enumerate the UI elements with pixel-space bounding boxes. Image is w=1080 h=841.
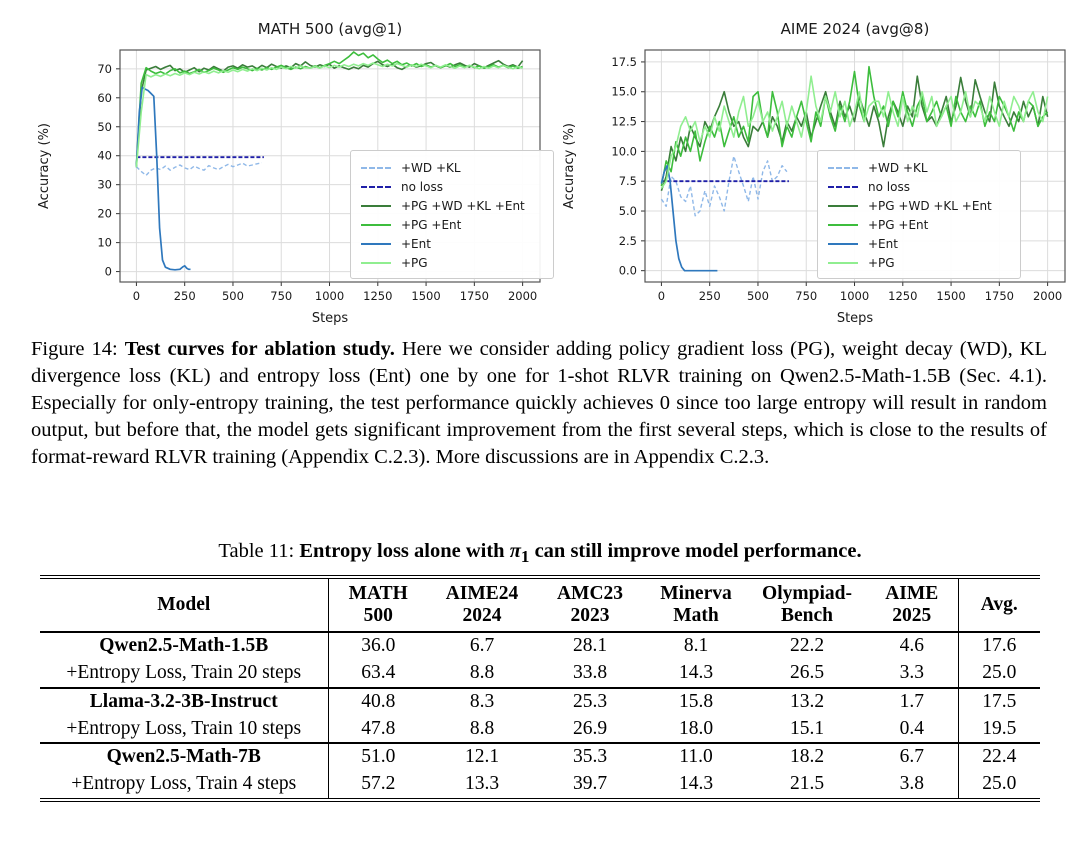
- svg-text:15.0: 15.0: [611, 84, 637, 99]
- column-header: Minerva Math: [660, 583, 732, 626]
- column-header: AIME24 2024: [445, 583, 519, 626]
- figure-14-charts: [30, 8, 1080, 332]
- svg-text:17.5: 17.5: [611, 54, 637, 69]
- svg-text:1250: 1250: [888, 289, 918, 303]
- table-title-prefix: Table 11:: [218, 540, 300, 562]
- svg-text:1750: 1750: [459, 289, 489, 303]
- value-cell: 21.5: [789, 773, 825, 795]
- svg-text:40: 40: [97, 148, 112, 163]
- value-cell: 51.0: [361, 746, 396, 768]
- table-title: [0, 540, 1080, 567]
- svg-text:500: 500: [221, 289, 244, 303]
- value-cell: 6.7: [469, 634, 495, 656]
- svg-text:5.0: 5.0: [618, 204, 637, 219]
- svg-text:750: 750: [270, 289, 293, 303]
- model-cell: Qwen2.5-Math-7B: [40, 743, 328, 771]
- x-axis-label: Steps: [836, 311, 874, 326]
- figure-caption-label: Figure 14:: [31, 338, 118, 360]
- legend-label: +Ent: [868, 236, 898, 251]
- legend-label: +PG +Ent: [868, 217, 929, 232]
- model-cell: +Entropy Loss, Train 10 steps: [40, 716, 328, 744]
- model-cell: Qwen2.5-Math-1.5B: [40, 632, 328, 660]
- value-cell: 47.8: [361, 717, 396, 739]
- chart-aime2024: [555, 8, 1080, 332]
- value-cell: 3.3: [899, 661, 924, 683]
- figure-caption: [31, 336, 1047, 471]
- value-cell: 18.2: [789, 746, 825, 768]
- svg-text:7.5: 7.5: [618, 174, 637, 189]
- legend-item: [828, 253, 1010, 272]
- legend-item: [828, 196, 1010, 215]
- table-title-bold: Entropy loss alone with $\pi_1$ can still improve model performance.: [299, 540, 862, 567]
- legend-item: [361, 177, 543, 196]
- value-cell: 4.6: [899, 634, 924, 656]
- chart-math500: [30, 8, 555, 332]
- model-cell: +Entropy Loss, Train 4 steps: [40, 771, 328, 800]
- legend-label: no loss: [868, 179, 910, 194]
- value-cell: 22.4: [958, 743, 1040, 771]
- value-cell: 18.0: [678, 717, 714, 739]
- table-header: [40, 577, 1040, 632]
- value-cell: 26.5: [789, 661, 825, 683]
- svg-text:0: 0: [104, 264, 112, 279]
- legend-line-swatch: [828, 205, 858, 207]
- value-cell: 15.8: [678, 690, 714, 712]
- legend-line-swatch: [828, 262, 858, 264]
- svg-text:1250: 1250: [363, 289, 393, 303]
- legend-line-swatch: [828, 167, 858, 169]
- legend-label: +PG: [868, 255, 895, 270]
- svg-text:750: 750: [795, 289, 818, 303]
- svg-text:2000: 2000: [507, 289, 538, 303]
- value-cell: 19.5: [958, 716, 1040, 744]
- table-group: [40, 688, 1040, 744]
- table-row: [40, 743, 1040, 771]
- legend-line-swatch: [361, 243, 391, 245]
- legend-item: [361, 196, 543, 215]
- svg-text:20: 20: [97, 206, 112, 221]
- legend-label: +PG: [401, 255, 428, 270]
- value-cell: 28.1: [572, 634, 608, 656]
- svg-text:10.0: 10.0: [611, 144, 637, 159]
- svg-text:500: 500: [746, 289, 769, 303]
- legend-label: +PG +Ent: [401, 217, 462, 232]
- svg-text:250: 250: [698, 289, 721, 303]
- value-cell: 39.7: [572, 773, 608, 795]
- chart-title: MATH 500 (avg@1): [257, 20, 403, 38]
- legend-label: +WD +KL: [868, 160, 928, 175]
- value-cell: 13.3: [464, 773, 500, 795]
- svg-text:1500: 1500: [411, 289, 441, 303]
- legend-line-swatch: [361, 186, 391, 188]
- value-cell: 25.3: [572, 690, 608, 712]
- value-cell: 22.2: [789, 634, 825, 656]
- series-line: [661, 156, 787, 216]
- legend-item: [828, 234, 1010, 253]
- value-cell: 6.7: [899, 746, 924, 768]
- value-cell: 40.8: [361, 690, 396, 712]
- chart-legend: [350, 150, 554, 279]
- svg-text:30: 30: [97, 177, 112, 192]
- legend-item: [828, 158, 1010, 177]
- svg-text:0: 0: [657, 289, 666, 303]
- svg-text:0: 0: [132, 289, 141, 303]
- legend-label: +WD +KL: [401, 160, 461, 175]
- svg-text:12.5: 12.5: [611, 114, 637, 129]
- value-cell: 36.0: [361, 634, 396, 656]
- svg-text:70: 70: [97, 61, 112, 76]
- legend-item: [361, 158, 543, 177]
- legend-item: [828, 215, 1010, 234]
- value-cell: 8.1: [683, 634, 709, 656]
- column-header: AMC23 2023: [556, 583, 624, 626]
- table-row: [40, 771, 1040, 800]
- value-cell: 1.7: [899, 690, 924, 712]
- legend-item: [361, 215, 543, 234]
- figure-caption-text: Here we consider adding policy gradient loss (PG), weight decay (WD), KL divergence loss (KL) and entropy loss (Ent) one by one for 1-shot RLVR training on Qwen2.5-Math-1.5B (Sec. 4.1). Especially for only-entropy training, the test performance quickly achieves 0 since too large entropy will result in random output, but before that, the model gets significant improvement from the first several steps, which is close to the results of format-reward RLVR training (Appendix C.2.3). More discussions are in Appendix C.2.3.: [31, 338, 1048, 468]
- value-cell: 33.8: [572, 661, 608, 683]
- table-group: [40, 743, 1040, 800]
- legend-label: no loss: [401, 179, 443, 194]
- legend-item: [361, 234, 543, 253]
- pi-symbol: π: [509, 540, 521, 562]
- pi-subscript: 1: [520, 547, 530, 567]
- legend-line-swatch: [361, 205, 391, 207]
- value-cell: 11.0: [679, 746, 713, 768]
- value-cell: 14.3: [678, 773, 714, 795]
- table-row: [40, 716, 1040, 744]
- x-axis-label: Steps: [311, 311, 349, 326]
- value-cell: 8.3: [469, 690, 495, 712]
- chart-legend: [817, 150, 1021, 279]
- value-cell: 15.1: [789, 717, 825, 739]
- y-axis-label: Accuracy (%): [37, 123, 52, 209]
- value-cell: 63.4: [361, 661, 396, 683]
- legend-label: +PG +WD +KL +Ent: [401, 198, 525, 213]
- value-cell: 17.5: [958, 688, 1040, 716]
- column-header: AIME 2025: [885, 583, 939, 626]
- results-table: [40, 575, 1040, 802]
- svg-text:1500: 1500: [936, 289, 966, 303]
- legend-line-swatch: [361, 224, 391, 226]
- results-table-wrap: [40, 575, 1040, 802]
- value-cell: 0.4: [899, 717, 924, 739]
- column-header: MATH 500: [348, 583, 408, 626]
- value-cell: 13.2: [789, 690, 825, 712]
- figure-caption-bold: Test curves for ablation study.: [124, 338, 395, 360]
- svg-text:1000: 1000: [839, 289, 870, 303]
- legend-line-swatch: [828, 224, 858, 226]
- model-cell: +Entropy Loss, Train 20 steps: [40, 660, 328, 688]
- y-axis-label: Accuracy (%): [562, 123, 577, 209]
- value-cell: 25.0: [958, 771, 1040, 800]
- svg-text:0.0: 0.0: [618, 263, 637, 278]
- svg-text:60: 60: [97, 90, 112, 105]
- svg-text:2.5: 2.5: [618, 233, 637, 248]
- value-cell: 57.2: [361, 773, 396, 795]
- svg-text:1750: 1750: [984, 289, 1014, 303]
- value-cell: 3.8: [899, 773, 924, 795]
- value-cell: 12.1: [464, 746, 500, 768]
- legend-line-swatch: [361, 262, 391, 264]
- table-row: [40, 660, 1040, 688]
- svg-text:10: 10: [97, 235, 112, 250]
- value-cell: 8.8: [469, 661, 495, 683]
- value-cell: 8.8: [469, 717, 495, 739]
- legend-item: [361, 253, 543, 272]
- legend-line-swatch: [828, 243, 858, 245]
- series-line: [136, 163, 262, 176]
- svg-text:50: 50: [97, 119, 112, 134]
- legend-label: +Ent: [401, 236, 431, 251]
- svg-text:2000: 2000: [1032, 289, 1063, 303]
- legend-label: +PG +WD +KL +Ent: [868, 198, 992, 213]
- column-header: Model: [40, 577, 328, 632]
- value-cell: 25.0: [958, 660, 1040, 688]
- chart-title: AIME 2024 (avg@8): [780, 20, 930, 38]
- column-header: Olympiad- Bench: [762, 583, 852, 626]
- svg-text:1000: 1000: [314, 289, 345, 303]
- svg-text:250: 250: [173, 289, 196, 303]
- column-header: Avg.: [958, 577, 1040, 632]
- value-cell: 14.3: [678, 661, 714, 683]
- table-row: [40, 632, 1040, 660]
- legend-line-swatch: [828, 186, 858, 188]
- table-group: [40, 632, 1040, 688]
- table-row: [40, 688, 1040, 716]
- legend-line-swatch: [361, 167, 391, 169]
- value-cell: 17.6: [958, 632, 1040, 660]
- value-cell: 35.3: [572, 746, 608, 768]
- legend-item: [828, 177, 1010, 196]
- model-cell: Llama-3.2-3B-Instruct: [40, 688, 328, 716]
- value-cell: 26.9: [572, 717, 608, 739]
